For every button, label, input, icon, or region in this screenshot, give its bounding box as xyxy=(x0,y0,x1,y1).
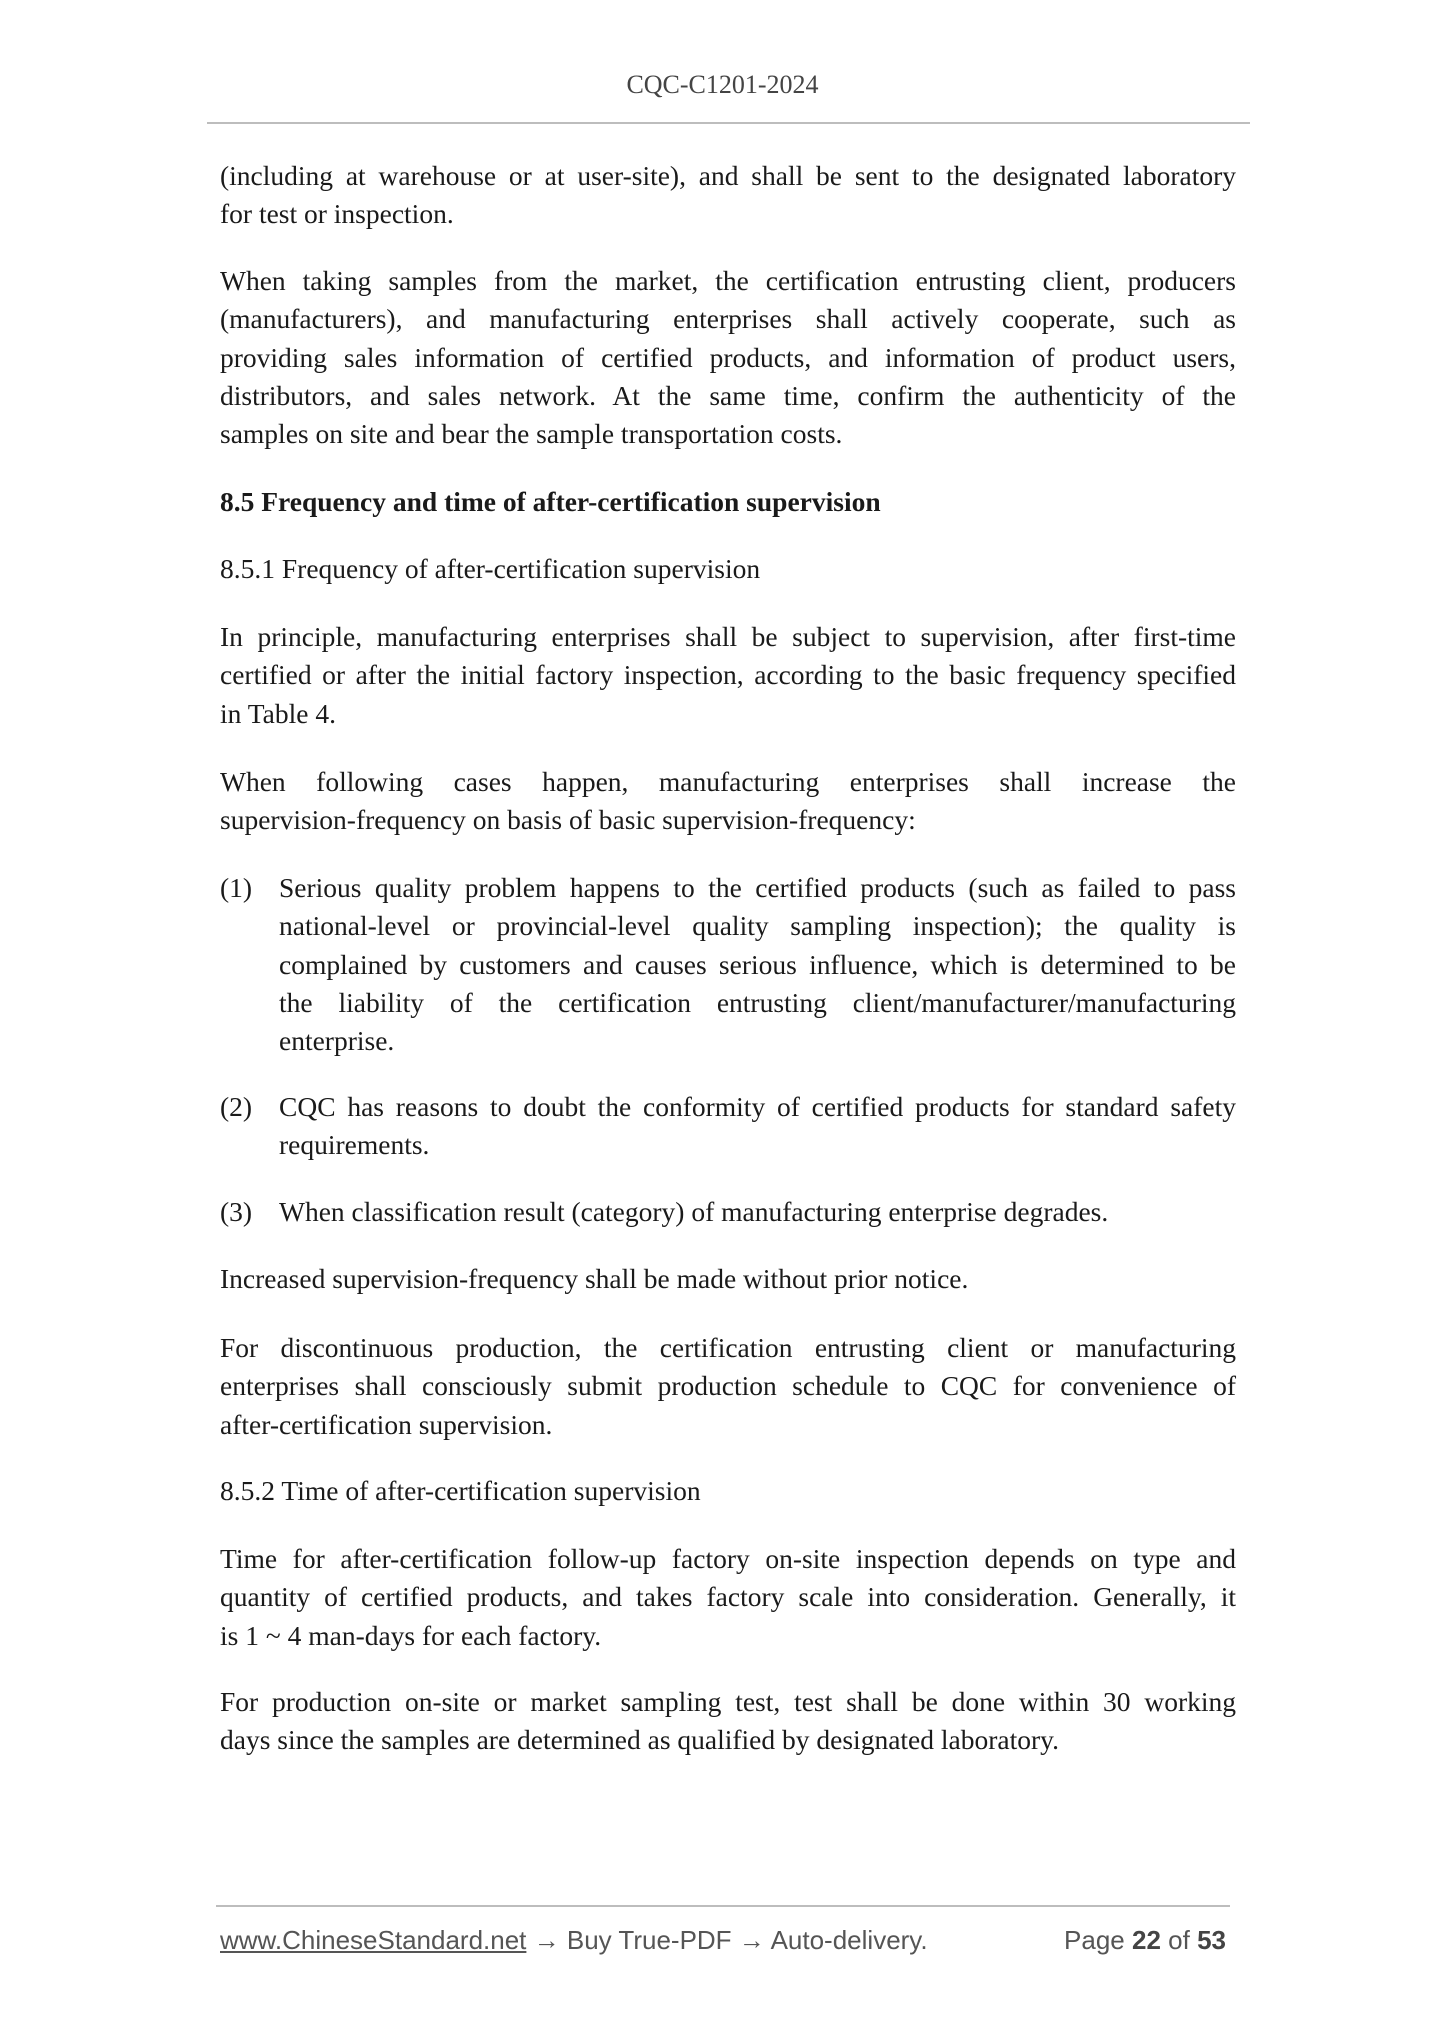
text-line: 8.5.1 Frequency of after-certification supervision xyxy=(220,553,761,584)
text-line: the liability of the certification entrusting client/manufacturer/manufacturing xyxy=(279,986,1236,1018)
page-label: Page xyxy=(1064,1925,1125,1955)
text-line: for test or inspection. xyxy=(220,198,454,230)
header-divider xyxy=(207,122,1250,124)
text-line: 8.5.2 Time of after-certification supervision xyxy=(220,1475,701,1506)
total-pages: 53 xyxy=(1197,1925,1226,1955)
text-line: When taking samples from the market, the certification entrusting client, producers xyxy=(220,265,1236,296)
of-label: of xyxy=(1168,1925,1190,1955)
text-line: after-certification supervision. xyxy=(220,1408,553,1440)
text-line: Time for after-certification follow-up factory on-site inspection depends on type and xyxy=(220,1543,1236,1574)
subsection-heading-8-5-1 xyxy=(220,550,1236,588)
list-number: (2) xyxy=(220,1091,253,1122)
list-text xyxy=(279,869,1236,1060)
paragraph xyxy=(220,1540,1236,1655)
list-item xyxy=(220,1088,1236,1165)
text-line: samples on site and bear the sample transportation costs. xyxy=(220,418,843,450)
footer-divider xyxy=(216,1905,1230,1907)
subsection-heading-8-5-2 xyxy=(220,1472,1236,1510)
text-line: 8.5 Frequency and time of after-certification supervision xyxy=(220,486,881,517)
list-item xyxy=(220,869,1236,1060)
text-line: Increased supervision-frequency shall be made without prior notice. xyxy=(220,1263,969,1294)
text-line: complained by customers and causes serious influence, which is determined to be xyxy=(279,948,1236,980)
text-line: certified or after the initial factory inspection, according to the basic frequency specified xyxy=(220,659,1236,691)
list-item xyxy=(220,1193,1236,1231)
paragraph xyxy=(220,763,1236,840)
text-line: in Table 4. xyxy=(220,697,336,729)
paragraph xyxy=(220,1260,1236,1298)
text-line: supervision-frequency on basis of basic supervision-frequency: xyxy=(220,804,916,836)
running-header: CQC-C1201-2024 xyxy=(626,70,819,99)
text-line: days since the samples are determined as qualified by designated laboratory. xyxy=(220,1724,1059,1756)
text-line: CQC has reasons to doubt the conformity of certified products for standard safety xyxy=(279,1091,1236,1122)
text-line: quantity of certified products, and takes factory scale into consideration. Generally, it xyxy=(220,1581,1236,1613)
paragraph xyxy=(220,262,1236,453)
text-line: For discontinuous production, the certification entrusting client or manufacturing xyxy=(220,1332,1236,1363)
text-line: (including at warehouse or at user-site), and shall be sent to the designated laboratory xyxy=(220,160,1236,191)
page-footer xyxy=(220,1925,1230,1956)
list-text xyxy=(279,1193,1236,1231)
text-line: For production on-site or market sampling test, test shall be done within 30 working xyxy=(220,1686,1236,1717)
text-line: distributors, and sales network. At the same time, confirm the authenticity of the xyxy=(220,379,1236,411)
text-line: providing sales information of certified products, and information of product users, xyxy=(220,341,1236,373)
section-heading-8-5 xyxy=(220,483,1236,521)
text-line: enterprises shall consciously submit production schedule to CQC for convenience of xyxy=(220,1370,1236,1402)
website-link[interactable]: www.ChineseStandard.net xyxy=(220,1925,527,1955)
list-text xyxy=(279,1088,1236,1165)
text-line: is 1 ~ 4 man-days for each factory. xyxy=(220,1619,602,1651)
page-number xyxy=(1064,1925,1226,1956)
text-line: When classification result (category) of manufacturing enterprise degrades. xyxy=(279,1196,1109,1227)
paragraph xyxy=(220,618,1236,733)
text-line: requirements. xyxy=(279,1129,430,1161)
paragraph xyxy=(220,1683,1236,1760)
list-number: (3) xyxy=(220,1196,253,1227)
text-line: In principle, manufacturing enterprises shall be subject to supervision, after first-time xyxy=(220,621,1236,652)
text-line: enterprise. xyxy=(279,1025,395,1057)
text-line: (manufacturers), and manufacturing enterprises shall actively cooperate, such as xyxy=(220,303,1236,335)
paragraph xyxy=(220,157,1236,234)
footer-promo-text: → Buy True-PDF → Auto-delivery. xyxy=(526,1925,928,1955)
text-line: Serious quality problem happens to the certified products (such as failed to pass xyxy=(279,872,1236,903)
text-line: When following cases happen, manufacturing enterprises shall increase the xyxy=(220,766,1236,797)
paragraph xyxy=(220,1329,1236,1444)
text-line: national-level or provincial-level quality sampling inspection); the quality is xyxy=(279,910,1236,942)
list-number: (1) xyxy=(220,872,253,903)
current-page: 22 xyxy=(1132,1925,1161,1955)
